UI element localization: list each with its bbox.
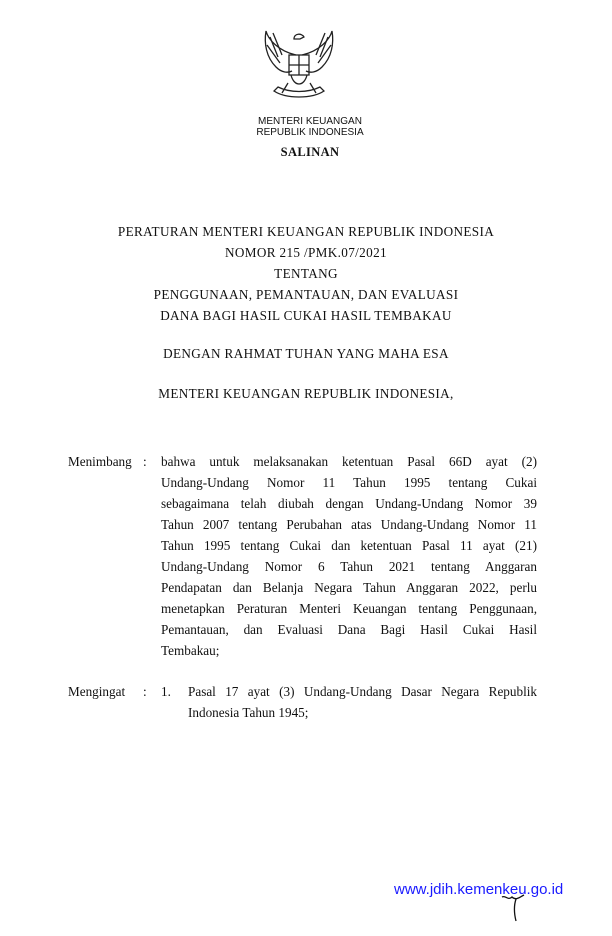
menimbang-label: Menimbang	[68, 454, 132, 469]
menimbang-colon: :	[143, 454, 147, 469]
text-line: menetapkan Peraturan Menteri Keuangan tentang Penggunaan,	[161, 601, 537, 616]
regulation-title: PERATURAN MENTERI KEUANGAN REPUBLIK INDONESIA	[117, 224, 495, 239]
text-line: Tembakau;	[161, 643, 220, 658]
text-line: Tahun 2007 tentang Perubahan atas Undang-Undang Nomor 11	[161, 517, 537, 532]
mengingat-colon: :	[143, 684, 147, 699]
text-line: Undang-Undang Nomor 6 Tahun 2021 tentang Anggaran	[161, 559, 537, 574]
invocation: DENGAN RAHMAT TUHAN YANG MAHA ESA	[163, 346, 449, 361]
list-number: 1.	[161, 684, 171, 699]
subject-line-1: PENGGUNAAN, PEMANTAUAN, DAN EVALUASI	[153, 287, 459, 302]
text-line: bahwa untuk melaksanakan ketentuan Pasal 66D ayat (2)	[161, 454, 537, 469]
text-line: sebagaimana telah diubah dengan Undang-Undang Nomor 39	[161, 496, 537, 511]
issuer: MENTERI KEUANGAN REPUBLIK INDONESIA,	[158, 386, 454, 401]
text-line: Tahun 1995 tentang Cukai dan ketentuan Pasal 11 ayat (21)	[161, 538, 537, 553]
garuda-emblem-icon	[258, 27, 340, 107]
letterhead-line-2: REPUBLIK INDONESIA	[256, 127, 364, 138]
subject-line-2: DANA BAGI HASIL CUKAI HASIL TEMBAKAU	[160, 308, 452, 323]
regulation-number: NOMOR 215 /PMK.07/2021	[225, 245, 387, 260]
salinan-stamp: SALINAN	[280, 145, 340, 159]
text-line: Indonesia Tahun 1945;	[188, 705, 309, 720]
text-line: Pasal 17 ayat (3) Undang-Undang Dasar Negara Republik	[188, 684, 537, 699]
tentang-heading: TENTANG	[274, 266, 338, 281]
mengingat-label: Mengingat	[68, 684, 126, 699]
text-line: Undang-Undang Nomor 11 Tahun 1995 tentang Cukai	[161, 475, 537, 490]
text-line: Pemantauan, dan Evaluasi Dana Bagi Hasil Cukai Hasil	[161, 622, 537, 637]
text-line: Pendapatan dan Belanja Negara Tahun Anggaran 2022, perlu	[161, 580, 537, 595]
letterhead-line-1: MENTERI KEUANGAN	[258, 116, 362, 127]
jdih-link[interactable]: www.jdih.kemenkeu.go.id	[394, 881, 564, 898]
paraf-signature	[500, 893, 530, 925]
